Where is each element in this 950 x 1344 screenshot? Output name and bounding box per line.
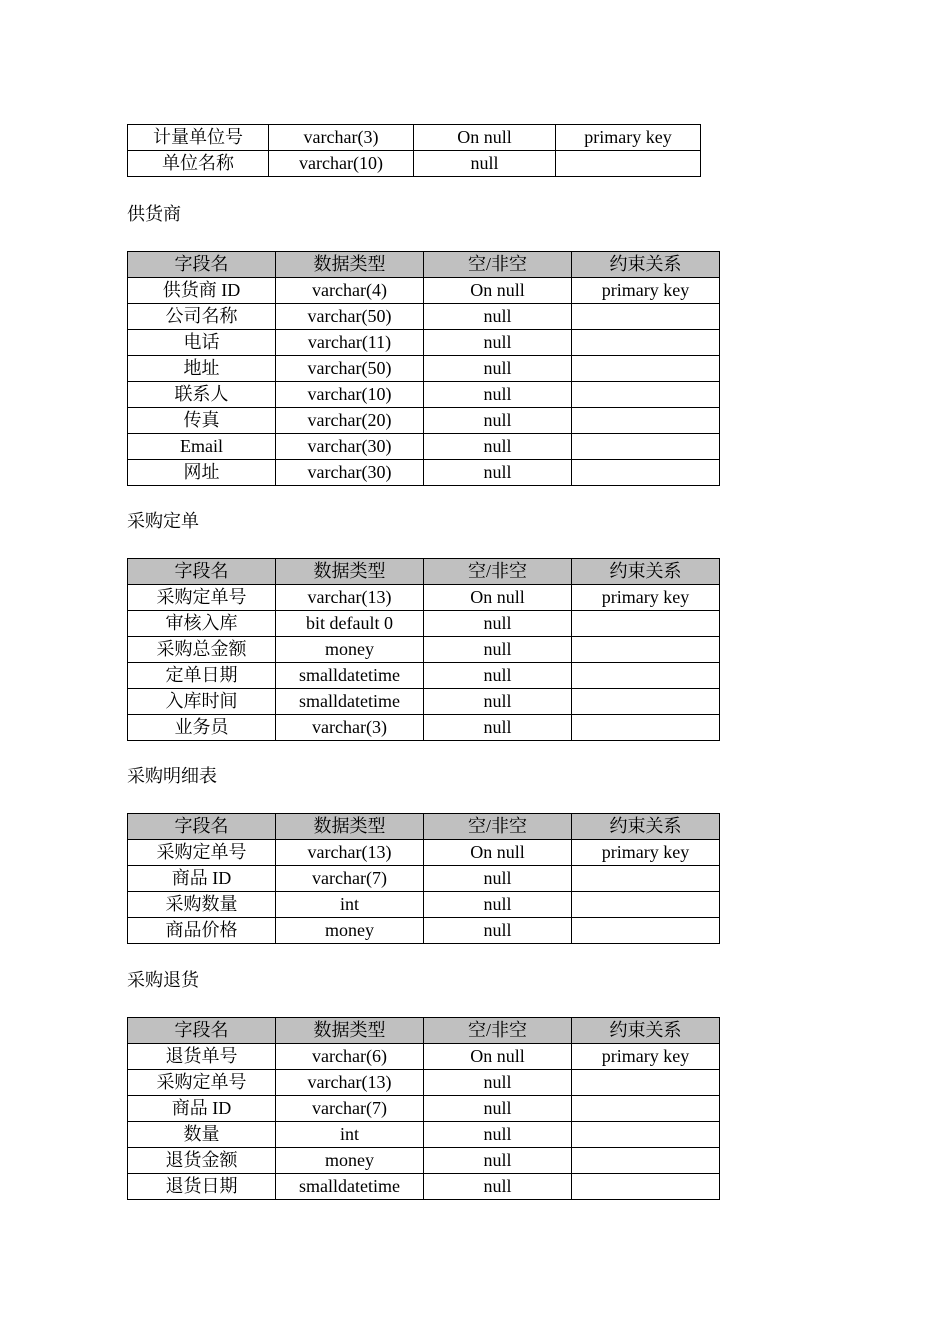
field-name-cell: 商品 ID xyxy=(128,866,276,892)
data-type-cell: varchar(50) xyxy=(276,356,424,382)
constraint-cell xyxy=(572,1174,720,1200)
table-row xyxy=(128,637,720,663)
purchase-return-table xyxy=(127,1017,720,1200)
data-type-cell: varchar(11) xyxy=(276,330,424,356)
data-type-cell: varchar(3) xyxy=(276,715,424,741)
table-row xyxy=(128,585,720,611)
constraint-cell: primary key xyxy=(572,1044,720,1070)
nullability-cell: null xyxy=(424,918,572,944)
constraint-cell: primary key xyxy=(572,585,720,611)
nullability-cell: null xyxy=(424,1122,572,1148)
data-type-cell: varchar(3) xyxy=(269,125,414,151)
table-row xyxy=(128,918,720,944)
unit-table xyxy=(127,124,701,177)
table-row xyxy=(128,1044,720,1070)
data-type-cell: smalldatetime xyxy=(276,689,424,715)
constraint-cell xyxy=(572,637,720,663)
purchase-detail-table xyxy=(127,813,720,944)
field-name-cell: 采购总金额 xyxy=(128,637,276,663)
nullability-cell: On null xyxy=(414,125,556,151)
column-header: 空/非空 xyxy=(424,1018,572,1044)
table-header-row xyxy=(128,814,720,840)
table-header-row xyxy=(128,252,720,278)
column-header: 约束关系 xyxy=(572,252,720,278)
table-row xyxy=(128,330,720,356)
nullability-cell: null xyxy=(424,382,572,408)
constraint-cell xyxy=(556,151,701,177)
table-row xyxy=(128,1122,720,1148)
constraint-cell xyxy=(572,892,720,918)
constraint-cell xyxy=(572,1122,720,1148)
nullability-cell: null xyxy=(424,434,572,460)
constraint-cell xyxy=(572,330,720,356)
field-name-cell: 单位名称 xyxy=(128,151,269,177)
field-name-cell: 计量单位号 xyxy=(128,125,269,151)
constraint-cell xyxy=(572,689,720,715)
field-name-cell: 采购定单号 xyxy=(128,1070,276,1096)
constraint-cell xyxy=(572,1096,720,1122)
table-row xyxy=(128,1096,720,1122)
nullability-cell: On null xyxy=(424,840,572,866)
nullability-cell: On null xyxy=(424,1044,572,1070)
field-name-cell: 采购定单号 xyxy=(128,585,276,611)
data-type-cell: smalldatetime xyxy=(276,663,424,689)
column-header: 空/非空 xyxy=(424,252,572,278)
column-header: 空/非空 xyxy=(424,559,572,585)
constraint-cell xyxy=(572,460,720,486)
field-name-cell: 定单日期 xyxy=(128,663,276,689)
data-type-cell: varchar(4) xyxy=(276,278,424,304)
field-name-cell: 退货单号 xyxy=(128,1044,276,1070)
constraint-cell xyxy=(572,356,720,382)
data-type-cell: varchar(13) xyxy=(276,585,424,611)
section-title-supplier: 供货商 xyxy=(127,204,181,224)
constraint-cell xyxy=(572,1148,720,1174)
table-row xyxy=(128,460,720,486)
table-row xyxy=(128,1148,720,1174)
field-name-cell: 传真 xyxy=(128,408,276,434)
field-name-cell: 供货商 ID xyxy=(128,278,276,304)
nullability-cell: null xyxy=(424,611,572,637)
constraint-cell: primary key xyxy=(556,125,701,151)
data-type-cell: varchar(30) xyxy=(276,434,424,460)
table-row xyxy=(128,1070,720,1096)
constraint-cell xyxy=(572,434,720,460)
nullability-cell: null xyxy=(424,1096,572,1122)
nullability-cell: null xyxy=(424,460,572,486)
field-name-cell: 审核入库 xyxy=(128,611,276,637)
table-row xyxy=(128,125,701,151)
column-header: 空/非空 xyxy=(424,814,572,840)
data-type-cell: money xyxy=(276,637,424,663)
table-row xyxy=(128,611,720,637)
table-row xyxy=(128,382,720,408)
data-type-cell: varchar(50) xyxy=(276,304,424,330)
nullability-cell: null xyxy=(424,866,572,892)
nullability-cell: null xyxy=(424,663,572,689)
purchase-order-table xyxy=(127,558,720,741)
field-name-cell: 采购数量 xyxy=(128,892,276,918)
data-type-cell: varchar(7) xyxy=(276,866,424,892)
nullability-cell: null xyxy=(424,330,572,356)
field-name-cell: 退货金额 xyxy=(128,1148,276,1174)
nullability-cell: null xyxy=(424,1070,572,1096)
table-row xyxy=(128,408,720,434)
constraint-cell: primary key xyxy=(572,840,720,866)
column-header: 数据类型 xyxy=(276,1018,424,1044)
field-name-cell: 业务员 xyxy=(128,715,276,741)
field-name-cell: 采购定单号 xyxy=(128,840,276,866)
table-header-row xyxy=(128,1018,720,1044)
column-header: 约束关系 xyxy=(572,1018,720,1044)
data-type-cell: int xyxy=(276,1122,424,1148)
constraint-cell xyxy=(572,408,720,434)
field-name-cell: 地址 xyxy=(128,356,276,382)
data-type-cell: varchar(10) xyxy=(276,382,424,408)
table-row xyxy=(128,689,720,715)
table-row xyxy=(128,866,720,892)
data-type-cell: varchar(6) xyxy=(276,1044,424,1070)
data-type-cell: varchar(7) xyxy=(276,1096,424,1122)
section-title-purchase-return: 采购退货 xyxy=(127,970,199,990)
table-row xyxy=(128,1174,720,1200)
column-header: 字段名 xyxy=(128,252,276,278)
table-row xyxy=(128,840,720,866)
table-row xyxy=(128,715,720,741)
data-type-cell: varchar(30) xyxy=(276,460,424,486)
nullability-cell: null xyxy=(424,715,572,741)
data-type-cell: int xyxy=(276,892,424,918)
table-row xyxy=(128,151,701,177)
table-row xyxy=(128,278,720,304)
nullability-cell: null xyxy=(424,637,572,663)
section-title-purchase-detail: 采购明细表 xyxy=(127,766,217,786)
nullability-cell: On null xyxy=(424,278,572,304)
data-type-cell: money xyxy=(276,1148,424,1174)
nullability-cell: null xyxy=(424,356,572,382)
data-type-cell: varchar(10) xyxy=(269,151,414,177)
nullability-cell: On null xyxy=(424,585,572,611)
field-name-cell: 商品 ID xyxy=(128,1096,276,1122)
field-name-cell: 公司名称 xyxy=(128,304,276,330)
nullability-cell: null xyxy=(414,151,556,177)
column-header: 数据类型 xyxy=(276,559,424,585)
column-header: 数据类型 xyxy=(276,252,424,278)
column-header: 字段名 xyxy=(128,559,276,585)
column-header: 约束关系 xyxy=(572,814,720,840)
section-title-purchase-order: 采购定单 xyxy=(127,511,199,531)
supplier-table xyxy=(127,251,720,486)
data-type-cell: bit default 0 xyxy=(276,611,424,637)
constraint-cell xyxy=(572,304,720,330)
constraint-cell xyxy=(572,1070,720,1096)
column-header: 约束关系 xyxy=(572,559,720,585)
constraint-cell xyxy=(572,866,720,892)
data-type-cell: varchar(20) xyxy=(276,408,424,434)
data-type-cell: smalldatetime xyxy=(276,1174,424,1200)
nullability-cell: null xyxy=(424,689,572,715)
table-row xyxy=(128,663,720,689)
data-type-cell: varchar(13) xyxy=(276,1070,424,1096)
constraint-cell xyxy=(572,611,720,637)
table-row xyxy=(128,304,720,330)
column-header: 字段名 xyxy=(128,1018,276,1044)
field-name-cell: 入库时间 xyxy=(128,689,276,715)
nullability-cell: null xyxy=(424,892,572,918)
constraint-cell xyxy=(572,382,720,408)
field-name-cell: 电话 xyxy=(128,330,276,356)
nullability-cell: null xyxy=(424,408,572,434)
constraint-cell xyxy=(572,715,720,741)
nullability-cell: null xyxy=(424,304,572,330)
constraint-cell: primary key xyxy=(572,278,720,304)
field-name-cell: 退货日期 xyxy=(128,1174,276,1200)
field-name-cell: Email xyxy=(128,434,276,460)
data-type-cell: money xyxy=(276,918,424,944)
field-name-cell: 数量 xyxy=(128,1122,276,1148)
table-header-row xyxy=(128,559,720,585)
data-type-cell: varchar(13) xyxy=(276,840,424,866)
table-row xyxy=(128,892,720,918)
field-name-cell: 商品价格 xyxy=(128,918,276,944)
column-header: 字段名 xyxy=(128,814,276,840)
nullability-cell: null xyxy=(424,1148,572,1174)
constraint-cell xyxy=(572,918,720,944)
nullability-cell: null xyxy=(424,1174,572,1200)
field-name-cell: 网址 xyxy=(128,460,276,486)
constraint-cell xyxy=(572,663,720,689)
table-row xyxy=(128,356,720,382)
field-name-cell: 联系人 xyxy=(128,382,276,408)
column-header: 数据类型 xyxy=(276,814,424,840)
table-row xyxy=(128,434,720,460)
